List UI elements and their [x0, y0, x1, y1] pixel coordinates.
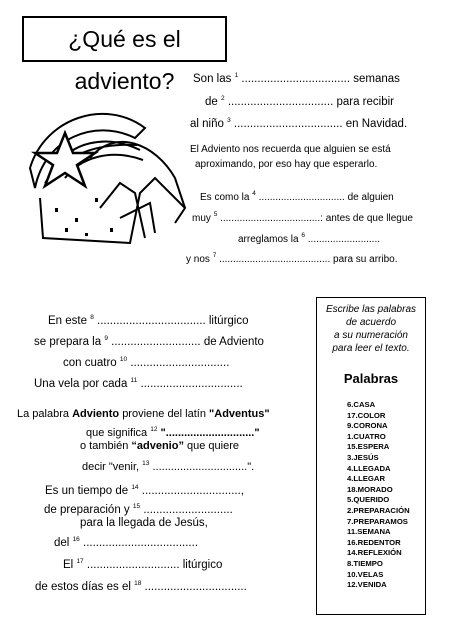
sentence-7: y nos $^7$ ........................................ para su arribo. — [186, 252, 398, 265]
sentence-9: se prepara la $^9$ ............................ de Adviento — [34, 335, 264, 348]
sentence-11: Una vela por cada $^{11}$ ................................ — [34, 377, 243, 390]
sentence-17: El $^{17}$ ............................. litúrgico — [63, 558, 223, 571]
word-bank-item: 3.JESÚS — [347, 453, 379, 462]
info-line-1: El Adviento nos recuerda que alguien se está — [190, 144, 391, 155]
paragraph-line-1: La palabra Adviento proviene del latín "Adventus" — [17, 408, 270, 420]
sentence-5: muy $^5$ ....................................: antes de que llegue — [192, 211, 413, 224]
word-bank-item: 18.MORADO — [347, 484, 393, 494]
sentence-6: arreglamos la $^6$ .......................... — [238, 232, 381, 245]
paragraph-line-2: que significa $^{12}$ "............................." — [86, 426, 260, 439]
sentence-14: Es un tiempo de $^{14}$ ..............................., — [45, 484, 244, 497]
word-bank-item: 8.TIEMPO — [347, 559, 383, 568]
word-bank-heading: Palabras — [343, 371, 399, 386]
word-bank-item: 16.REDENTOR — [347, 537, 401, 547]
sentence-8: En este $^8$ .................................. litúrgico — [48, 314, 249, 327]
word-bank-item: 17.COLOR — [347, 410, 386, 420]
sentence-15: de preparación y $^{15}$ ............................ — [44, 503, 233, 516]
sentence-16: del $^{16}$ .................................... — [54, 536, 199, 549]
paragraph-line-3: o también “advenio” que quiere — [80, 440, 240, 452]
word-bank-item: 11.SEMANA — [347, 527, 391, 537]
word-bank-item: 4.LLEGADA — [347, 463, 391, 473]
info-line-2: aproximando, por eso hay que esperarlo. — [195, 159, 378, 170]
word-bank-item: 9.CORONA — [347, 421, 388, 431]
word-bank-item: 12.VENIDA — [347, 580, 387, 590]
paragraph-line-4: decir "venir, $^{13}$ ...............................". — [82, 460, 255, 473]
word-bank-instructions: Escribe las palabras de acuerdo a su numeración para leer el texto. — [325, 304, 417, 354]
word-bank-item: 6.CASA — [347, 400, 376, 409]
word-bank-item: 14.REFLEXIÓN — [347, 548, 402, 558]
sentence-4: Es como la $^4$ ............................... de alguien — [200, 190, 394, 203]
word-bank-item: 10.VELAS — [347, 569, 384, 579]
sentence-10: con cuatro $^{10}$ ............................... — [63, 356, 230, 369]
word-bank-item: 15.ESPERA — [347, 442, 390, 452]
word-bank-item: 7.PREPARAMOS — [347, 516, 408, 526]
word-bank-item: 2.PREPARACIÓN — [347, 506, 410, 515]
page-title: ¿Qué es el adviento? — [22, 16, 227, 62]
sentence-1: Son las $^1$ .................................. semanas — [193, 72, 400, 85]
word-bank-item: 5.QUERIDO — [347, 495, 390, 505]
sentence-18: de estos días es el $^{18}$ ................................ — [35, 580, 247, 593]
sentence-15b: para la llegada de Jesús, — [80, 517, 208, 529]
word-bank-item: 1.CUATRO — [347, 431, 386, 441]
sentence-3: al niño $^3$ .................................. en Navidad. — [190, 117, 408, 130]
word-bank-item: 4.LLEGAR — [347, 474, 386, 484]
sentence-2: de $^2$ ................................. para recibir — [205, 95, 394, 108]
shooting-star-drawing — [25, 98, 190, 248]
